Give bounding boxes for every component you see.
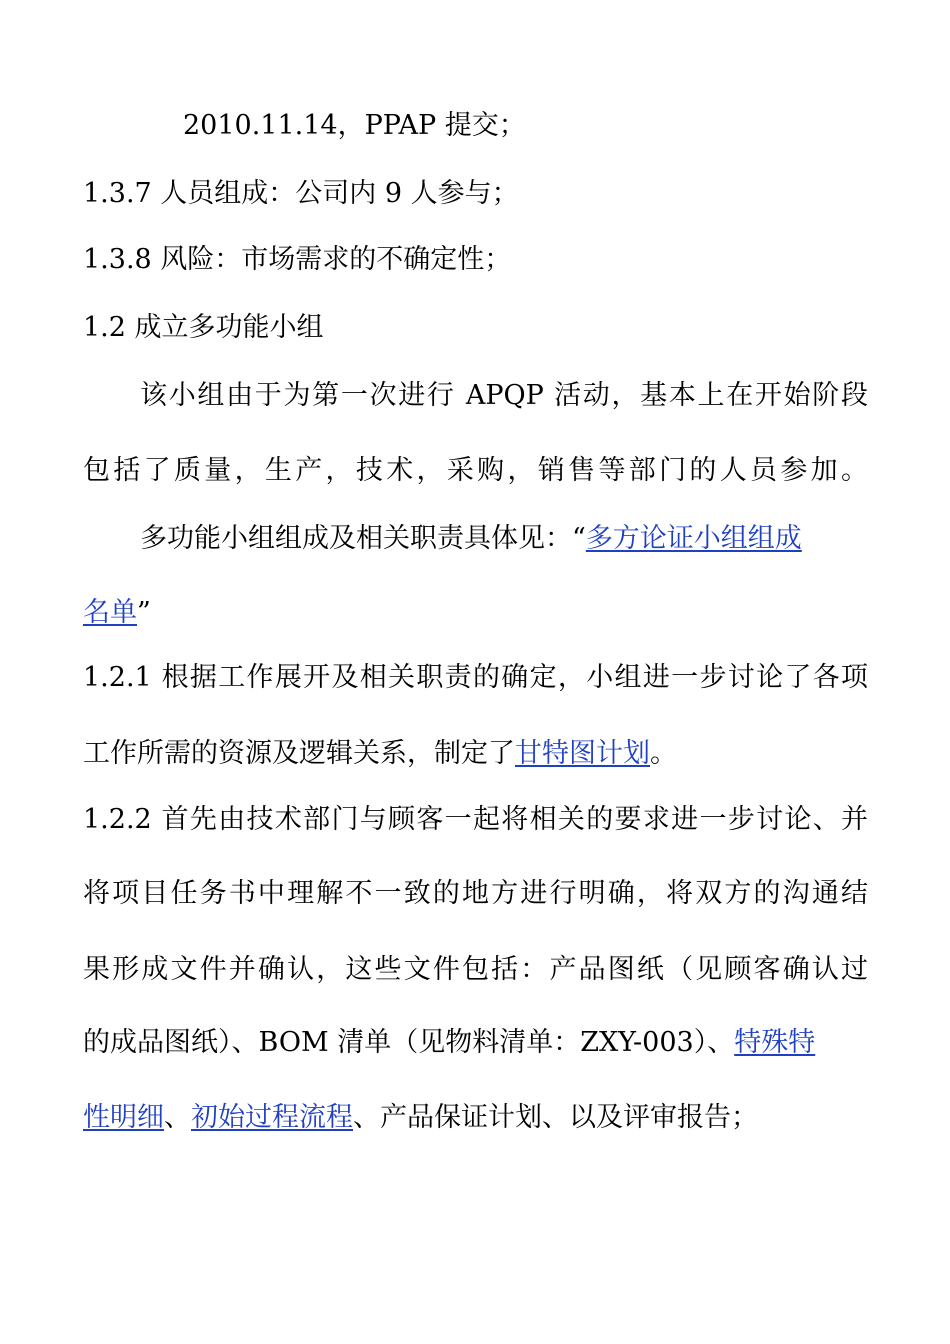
closing-quote: ” bbox=[137, 597, 151, 628]
section-1-2-2-line3: 果形成文件并确认，这些文件包括：产品图纸（见顾客确认过 bbox=[83, 954, 868, 985]
section-1-2-1-line2 bbox=[83, 736, 677, 772]
paragraph-team-intro-line1: 该小组由于为第一次进行 APQP 活动，基本上在开始阶段 bbox=[140, 380, 868, 411]
section-1-2-1-line1: 1.2.1 根据工作展开及相关职责的确定，小组进一步讨论了各项 bbox=[83, 662, 868, 693]
section-1-2-2-line4 bbox=[83, 1025, 815, 1061]
paragraph-team-composition-line1 bbox=[140, 521, 802, 557]
remaining-documents-text: 、产品保证计划、以及评审报告； bbox=[353, 1102, 758, 1133]
section-1-3-7: 1.3.7 人员组成：公司内 9 人参与； bbox=[83, 178, 519, 209]
initial-process-flow-link[interactable]: 初始过程流程 bbox=[191, 1102, 353, 1133]
ppap-date-line: 2010.11.14，PPAP 提交； bbox=[183, 110, 526, 141]
separator: 、 bbox=[164, 1102, 191, 1133]
team-roster-link-continued[interactable]: 名单 bbox=[83, 597, 137, 628]
paragraph-team-composition-line2 bbox=[83, 595, 151, 631]
team-roster-link[interactable]: 多方论证小组组成 bbox=[585, 523, 802, 554]
section-1-3-8: 1.3.8 风险：市场需求的不确定性； bbox=[83, 244, 512, 275]
period: 。 bbox=[650, 738, 677, 769]
section-1-2-2-line2: 将项目任务书中理解不一致的地方进行明确，将双方的沟通结 bbox=[83, 878, 868, 909]
section-1-2-2-line1: 1.2.2 首先由技术部门与顾客一起将相关的要求进一步讨论、并 bbox=[83, 804, 868, 835]
team-composition-text: 多功能小组组成及相关职责具体见：“ bbox=[140, 523, 586, 554]
section-1-2-heading: 1.2 成立多功能小组 bbox=[83, 312, 324, 343]
special-characteristics-link-continued[interactable]: 性明细 bbox=[83, 1102, 164, 1133]
bom-text: 的成品图纸）、BOM 清单（见物料清单：ZXY-003）、 bbox=[83, 1027, 735, 1058]
gantt-plan-link[interactable]: 甘特图计划 bbox=[515, 738, 650, 769]
resources-text: 工作所需的资源及逻辑关系，制定了 bbox=[83, 738, 515, 769]
special-characteristics-link[interactable]: 特殊特 bbox=[734, 1027, 816, 1058]
section-1-2-2-line5 bbox=[83, 1100, 758, 1136]
paragraph-team-intro-line2: 包括了质量，生产，技术，采购，销售等部门的人员参加。 bbox=[83, 455, 868, 486]
